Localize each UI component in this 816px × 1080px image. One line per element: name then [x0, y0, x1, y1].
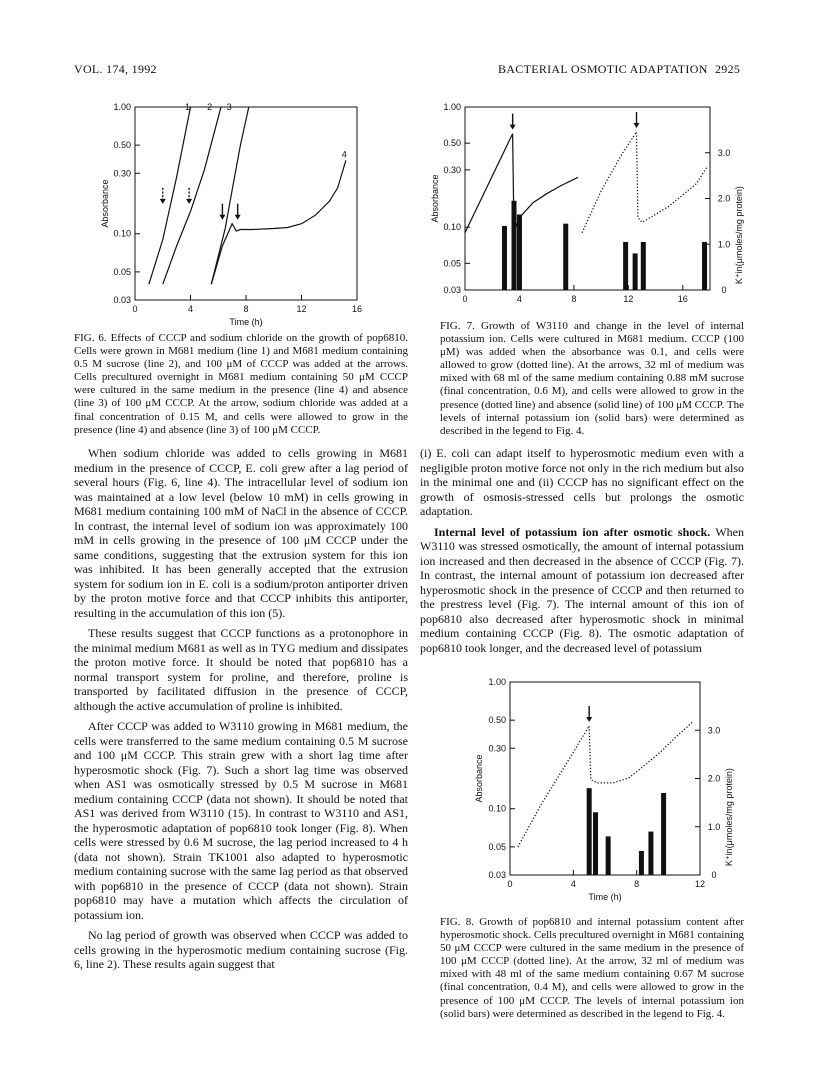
line-label: 3 [226, 101, 232, 112]
x-tick-label: 16 [351, 304, 363, 314]
x-tick-label: 4 [187, 304, 194, 314]
body-paragraph: These results suggest that CCCP functions as a protonophore in the minimal medium M681 as well as in TYG medium and dissipates the proton motive force. It should be noted that pop6810 has a normal transport system for proline, and therefore, proline is transported by facilitated diffusion in the presence of CCCP, although the active accumulation of proline is inhibited. [74, 626, 408, 713]
line-label: 4 [341, 149, 347, 160]
arrow-head [160, 199, 166, 204]
plot-frame [135, 107, 357, 300]
x-axis-label: Time (h) [588, 892, 622, 902]
y2-tick-label: 2.0 [707, 773, 721, 784]
line-label: 1 [184, 101, 190, 112]
potassium-bar [661, 793, 666, 875]
x-tick-label: 16 [677, 294, 688, 304]
x-tick-label: 0 [132, 304, 138, 314]
arrow-head [219, 215, 225, 220]
journal-volume: VOL. 174, 1992 [74, 62, 157, 76]
potassium-bar [593, 812, 598, 875]
x-tick-label: 12 [694, 879, 706, 889]
potassium-bar [587, 788, 592, 875]
x-axis-label: Time (h) [229, 317, 263, 327]
y2-tick-label: 3.0 [707, 725, 721, 736]
potassium-bar [633, 253, 638, 290]
line-label: 2 [207, 101, 213, 112]
growth-curve-line [211, 160, 346, 284]
y2-tick-label: 0 [711, 870, 717, 880]
y-tick-label: 0.30 [113, 168, 131, 179]
growth-curve-line [211, 107, 249, 284]
y-tick-label: 0.50 [488, 715, 506, 726]
y-tick-label: 0.30 [488, 743, 506, 754]
y-tick-label: 1.00 [488, 677, 506, 687]
y2-axis-label: K⁺in(μmoles/mg protein) [724, 768, 734, 867]
x-tick-label: 8 [243, 304, 249, 314]
y-tick-label: 0.10 [113, 228, 131, 239]
plot-frame [465, 107, 710, 290]
y2-tick-label: 1.0 [707, 821, 721, 832]
arrow-head [510, 125, 516, 130]
body-paragraph: (i) E. coli can adapt itself to hyperosmotic medium even with a negligible proton motive force not only in the rich medium but also in the minimal one and (ii) CCCP has no significant effect on the growth of osmosis-stressed cells but prolongs the osmotic adaptation. [420, 446, 744, 518]
y2-tick-label: 0 [721, 285, 727, 295]
figure-6-caption: FIG. 6. Effects of CCCP and sodium chloride on the growth of pop6810. Cells were grown in M681 medium (line 1) and M681 medium containing 0.5 M sucrose (line 2), and 100 μM of CCCP was added at the arrows. Cells precultured overnight in M681 medium containing 50 μM CCCP were cultured in the same medium in the presence (line 4) and absence (line 3) of 100 μM CCCP. At the arrow, sodium chloride was added at a final concentration of 0.15 M, and cells were allowed to grow in the presence (line 4) and absence (line 3) of 100 μM CCCP. [74, 332, 408, 436]
y2-tick-label: 1.0 [717, 239, 731, 250]
potassium-bar [702, 242, 707, 290]
y-tick-label: 0.05 [488, 841, 506, 852]
x-tick-label: 4 [570, 879, 576, 889]
potassium-bar [623, 242, 628, 290]
body-paragraph: No lag period of growth was observed when CCCP was added to cells growing in the hyperosmotic medium containing sucrose (Fig. 6, line 2). These results again suggest that [74, 928, 408, 971]
y-tick-label: 0.05 [443, 258, 461, 269]
y-tick-label: 0.30 [443, 164, 461, 175]
arrow-head [586, 717, 592, 722]
x-tick-label: 12 [296, 304, 307, 314]
growth-curve-line [149, 107, 191, 284]
figure-8-caption: FIG. 8. Growth of pop6810 and internal potassium content after hyperosmotic shock. Cells precultured overnight in M681 containing 50 μM CCCP were cultured in the same medium in the presence of 100 μM CCCP (dotted line). At the arrow, 32 ml of medium was mixed with 48 ml of the same medium containing 0.67 M sucrose (final concentration, 0.4 M), and cells were allowed to grow in the presence of 100 μM CCCP. The levels of internal potassium ion (solid bars) were determined as described in the legend to Fig. 4. [440, 916, 744, 1020]
potassium-bar [641, 242, 646, 290]
y-axis-label: Absorbance [100, 179, 110, 228]
y-tick-label: 0.10 [488, 803, 506, 814]
y-axis-label: Absorbance [474, 754, 484, 803]
potassium-bar [563, 224, 568, 290]
arrow-head [235, 215, 241, 220]
body-paragraph: After CCCP was added to W3110 growing in M681 medium, the cells were transferred to the same medium containing 0.5 M sucrose and 100 μM CCCP. This strain grew with a short lag time after hyperosmotic shock (Fig. 7). Such a short lag time was observed when AS1 was osmotically stressed by 0.5 M sucrose in M681 medium containing CCCP (data not shown). It should be noted that AS1 was derived from W3110 (15). In contrast to W3110 and AS1, the hyperosmotic adaptation of pop6810 took longer (Fig. 8). When cells were stressed by 0.6 M sucrose, the lag period increased to 4 h (data not shown). Strain TK1001 also adapted to hyperosmotic medium containing sucrose with the same lag period as that observed with pop6810 in the presence of CCCP (data not shown). Strain pop6810 may have a mutation which affects the circulation of potassium ion. [74, 719, 408, 922]
y-tick-label: 0.03 [443, 285, 461, 295]
section-heading: Internal level of potassium ion after osmotic shock. [434, 524, 711, 539]
left-body-column [74, 446, 408, 972]
section-text: When W3110 was stressed osmotically, the amount of internal potassium ion increased and then decreased in the absence of CCCP (Fig. 7). In contrast, the internal amount of potassium ion decreased after hyperosmotic shock in the presence of CCCP and then returned to the prestress level (Fig. 7). The internal amount of this ion of pop6810 also decreased after hyperosmotic shock in minimal medium containing CCCP (Fig. 8). The osmotic adaptation of pop6810 took longer, and the decreased level of potassium [420, 524, 744, 655]
growth-curve-line [163, 107, 221, 284]
potassium-bar [648, 832, 653, 875]
y2-tick-label: 2.0 [717, 193, 731, 204]
arrow-head [634, 123, 640, 128]
right-body-column [420, 446, 744, 655]
y-tick-label: 0.10 [443, 222, 461, 233]
potassium-bar [517, 215, 522, 290]
body-paragraph: When sodium chloride was added to cells growing in M681 medium in the presence of CCCP, E. coli grew after a lag period of several hours (Fig. 6, line 4). The intracellular level of sodium ion was maintained at a low level (below 10 mM) in cells growing in M681 medium containing 100 mM of NaCl in the absence of CCCP. In contrast, the internal level of sodium ion was approximately 100 mM in cells growing in the presence of 100 μM CCCP under the same conditions, suggesting that the extrusion system for this ion was inhibited. It has been generally accepted that the extrusion system for sodium ion in E. coli is a sodium/proton antiporter driven by the proton motive force and that CCCP inhibits this antiporter, resulting in the accumulation of this ion (5). [74, 446, 408, 620]
x-tick-label: 8 [634, 879, 640, 889]
y-tick-label: 0.03 [113, 295, 131, 305]
potassium-bar [639, 851, 644, 875]
y2-axis-label: K⁺in(μmoles/mg protein) [734, 186, 744, 285]
figure-7-chart [420, 95, 755, 305]
arrow-head [186, 199, 192, 204]
running-title: BACTERIAL OSMOTIC ADAPTATION [498, 62, 708, 76]
y2-tick-label: 3.0 [717, 147, 731, 158]
y-tick-label: 0.03 [488, 870, 506, 880]
plot-frame [510, 682, 700, 875]
y-tick-label: 0.05 [113, 266, 131, 277]
x-tick-label: 0 [462, 294, 468, 304]
figure-6-chart [80, 95, 380, 330]
x-tick-label: 8 [571, 294, 577, 304]
page-number: 2925 [715, 62, 741, 76]
y-axis-label: Absorbance [430, 174, 440, 223]
x-tick-label: 4 [516, 294, 522, 304]
figure-7-caption: FIG. 7. Growth of W3110 and change in the level of internal potassium ion. Cells were cultured in M681 medium. CCCP (100 μM) was added when the absorbance was 0.1, and cells were allowed to grow (dotted line). At the arrows, 32 ml of medium was mixed with 68 ml of the same medium containing 0.88 mM sucrose (final concentration, 0.6 M), and cells were allowed to grow in the presence (dotted line) and absence (solid line) of 100 μM CCCP. The levels of internal potassium ion (solid bars) were determined as described in the legend to Fig. 4. [440, 320, 744, 437]
x-tick-label: 12 [623, 294, 634, 304]
y-tick-label: 1.00 [113, 102, 131, 112]
y-tick-label: 1.00 [443, 102, 461, 112]
potassium-bar [502, 226, 507, 290]
potassium-bar [606, 836, 611, 875]
figure-8-chart [460, 670, 735, 905]
y-tick-label: 0.50 [443, 138, 461, 149]
growth-curve-line [582, 132, 707, 233]
y-tick-label: 0.50 [113, 140, 131, 151]
section-paragraph [420, 525, 744, 656]
x-tick-label: 0 [507, 879, 513, 889]
